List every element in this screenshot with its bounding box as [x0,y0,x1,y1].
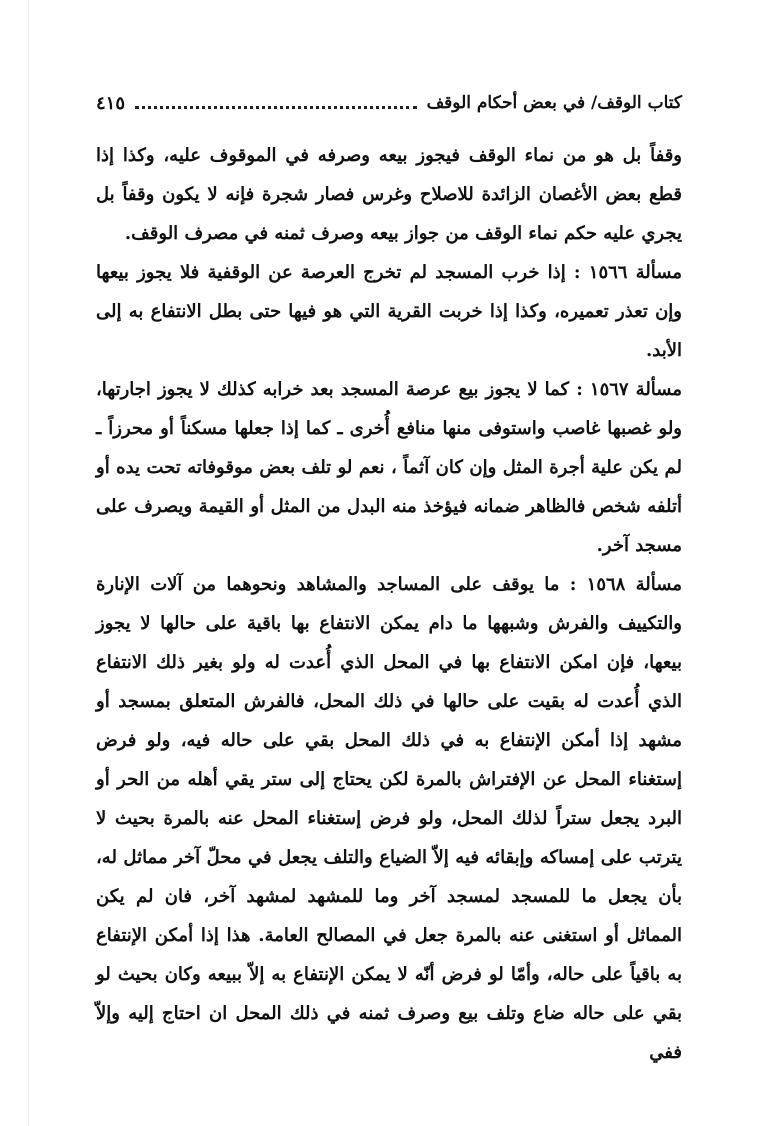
issue-label: مسألة ١٥٦٨ : [569,574,682,595]
issue-label: مسألة ١٥٦٦ : [573,262,682,283]
page-number: ٤١٥ [96,92,126,114]
header-dot-leader [135,106,417,109]
paragraph-text: ما يوقف على المساجد والمشاهد ونحوهما من آلات الإنارة والتكييف والفرش وشبهها ما دام يمكن الانتفاع بها باقية على حالها لا يجوز بيعها، فإن امكن الانتفاع بها في المحل الذي أُعدت له ولو بغير ذلك الانتفاع الذي أُعدت له بقيت على حالها في ذلك المحل، فالفرش المتعلق بمسجد أو مشهد إذا أمكن الإنتفاع به في ذلك المحل بقي على حاله فيه، ولو فرض إستغناء المحل عن الإفتراش بالمرة لكن يحتاج إلى ستر يقي أهله من الحر أو البرد يجعل ستراً لذلك المحل، ولو فرض إستغناء المحل عنه بالمرة بحيث لا يترتب على إمساكه وإبقائه فيه إلاّ الضياع والتلف يجعل في محلّ آخر مماثل له، بأن يجعل ما للمسجد لمسجد آخر وما للمشهد لمشهد آخر، فان لم يكن المماثل أو استغنى عنه بالمرة جعل في المصالح العامة. هذا إذا أمكن الإنتفاع به باقياً على حاله، وأمّا لو فرض أنّه لا يمكن الإنتفاع به إلاّ ببيعه وكان بحيث لو بقي على حاله ضاع وتلف بيع وصرف ثمنه في ذلك المحل ان احتاج إليه وإلاّ ففي [96,574,682,1063]
paragraph-text: وقفاً بل هو من نماء الوقف فيجوز بيعه وصرفه في الموقوف عليه، وكذا إذا قطع بعض الأغصان الزائدة للاصلاح وغرس فصار شجرة فإنه لا يكون وقفاً بل يجري عليه حكم نماء الوقف من جواز بيعه وصرف ثمنه في مصرف الوقف. [96,145,682,244]
body-text [96,136,682,1072]
paragraph-issue-1566 [96,253,682,370]
paragraph-text: كما لا يجوز بيع عرصة المسجد بعد خرابه كذلك لا يجوز اجارتها، ولو غصبها غاصب واستوفى منها منافع أُخرى ـ كما إذا جعلها مسكناً أو محرزاً ـ لم يكن علية أجرة المثل وإن كان آثماً ، نعم لو تلف بعض موقوفاته تحت يده أو أتلفه شخص فالظاهر ضمانه فيؤخذ منه البدل من المثل أو القيمة ويصرف على مسجد آخر. [96,379,682,556]
issue-label: مسألة ١٥٦٧ : [576,379,682,400]
page-crease [28,0,29,1126]
paragraph-issue-1568 [96,565,682,1072]
paragraph-text: إذا خرب المسجد لم تخرج العرصة عن الوقفية فلا يجوز بيعها وإن تعذر تعميره، وكذا إذا خربت القرية التي هو فيها حتى بطل الانتفاع به إلى الأبد. [96,262,682,361]
paragraph-continuation [96,136,682,253]
header-title: كتاب الوقف/ في بعض أحكام الوقف [426,93,682,113]
paragraph-issue-1567 [96,370,682,565]
running-header [96,88,682,118]
